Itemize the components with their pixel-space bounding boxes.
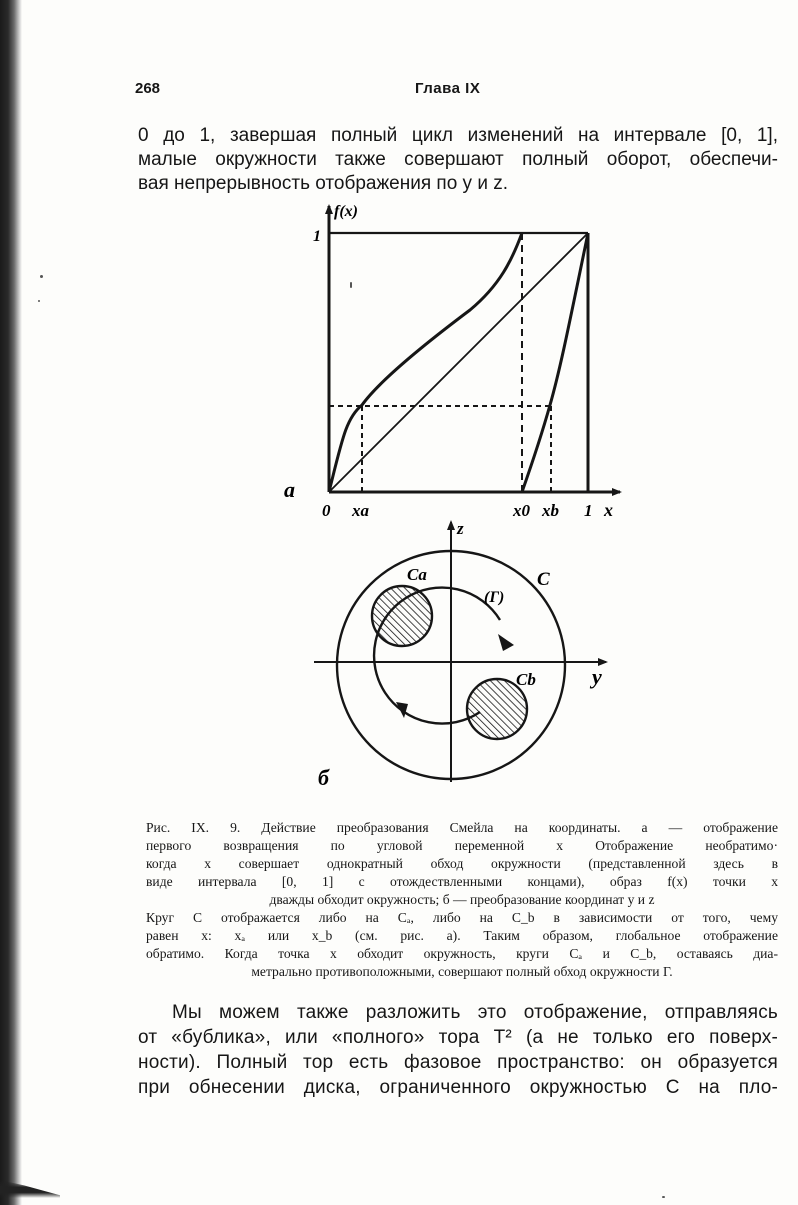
- z-axis-label: z: [457, 519, 464, 538]
- tick-label-y-one: 1: [313, 228, 321, 245]
- small-circle-ca: [372, 586, 432, 646]
- bottom-paragraph: [138, 1000, 778, 1100]
- top-paragraph: [138, 124, 778, 196]
- text-line: вая непрерывность отображения по y и z.: [138, 173, 509, 194]
- caption-line: метрально противоположными, совершают полный обход окружности Г.: [251, 964, 673, 979]
- tick-label-xb: xb: [542, 501, 559, 520]
- panel-a-plot: [284, 203, 620, 520]
- x-axis-label: x: [604, 500, 613, 520]
- orbit-arrow-top: [498, 634, 514, 651]
- tick-label-x0: x0: [513, 501, 530, 520]
- caption-line: Круг C отображается либо на Cₐ, либо на C_b в зависимости от того, чему: [146, 910, 778, 925]
- text-line: малые окружности также совершают полный оборот, обеспечи-: [138, 149, 778, 170]
- text-line: от «бублика», или «полного» тора T² (а не только его поверх-: [138, 1027, 778, 1048]
- caption-line: когда x совершает однократный обход окружности (представленной здесь в: [146, 856, 778, 871]
- y-axis-label: f(x): [334, 203, 358, 220]
- caption-line: Рис. IX. 9. Действие преобразования Смейла на координаты. a — отображение: [146, 820, 778, 835]
- orbit-label: (Г): [484, 589, 505, 606]
- figure-caption: [146, 819, 778, 981]
- text-line: 0 до 1, завершая полный цикл изменений на интервале [0, 1],: [138, 125, 778, 146]
- page-number: 268: [135, 80, 161, 97]
- book-binding-shadow: [0, 0, 22, 1205]
- text-line: Мы можем также разложить это отображение, отправляясь: [172, 1002, 778, 1023]
- big-circle-label: C: [537, 569, 550, 590]
- caption-line: обратимо. Когда точка x обходит окружность, круги Cₐ и C_b, оставаясь диа-: [146, 946, 778, 961]
- tick-label-x-one: 1: [584, 501, 593, 520]
- running-head: Глава IX: [415, 80, 481, 97]
- text-line: при обнесении диска, ограниченного окружностью C на пло-: [138, 1077, 778, 1098]
- circle-a-label: Ca: [407, 565, 427, 584]
- diagonal-line: [329, 233, 588, 492]
- orbit-arrow-bottom: [396, 702, 408, 718]
- caption-line: дважды обходит окружность; б — преобразование координат y и z: [269, 892, 655, 907]
- panel-a-label: a: [284, 477, 295, 502]
- page-header: [135, 80, 775, 104]
- map-curve-first-branch: [329, 233, 522, 492]
- tick-label-origin: 0: [322, 501, 331, 520]
- circle-b-label: Cb: [516, 670, 536, 689]
- caption-line: первого возвращения по угловой переменной x Отображение необратимо·: [146, 838, 778, 853]
- panel-b-diagram: [314, 519, 606, 790]
- text-line: ности). Полный тор есть фазовое пространство: он образуется: [138, 1052, 778, 1073]
- panel-b-label: б: [318, 765, 329, 790]
- figure-ix-9: [270, 195, 640, 795]
- binding-corner-shadow: [0, 1180, 60, 1198]
- caption-line: виде интервала [0, 1] с отождествленными концами), образ f(x) точки x: [146, 874, 778, 889]
- map-curve-second-branch: [522, 233, 588, 492]
- caption-line: равен x: xₐ или x_b (см. рис. a). Таким образом, глобальное отображение: [146, 928, 778, 943]
- tick-label-xa: xa: [352, 501, 369, 520]
- y-axis-b-label: y: [592, 664, 602, 689]
